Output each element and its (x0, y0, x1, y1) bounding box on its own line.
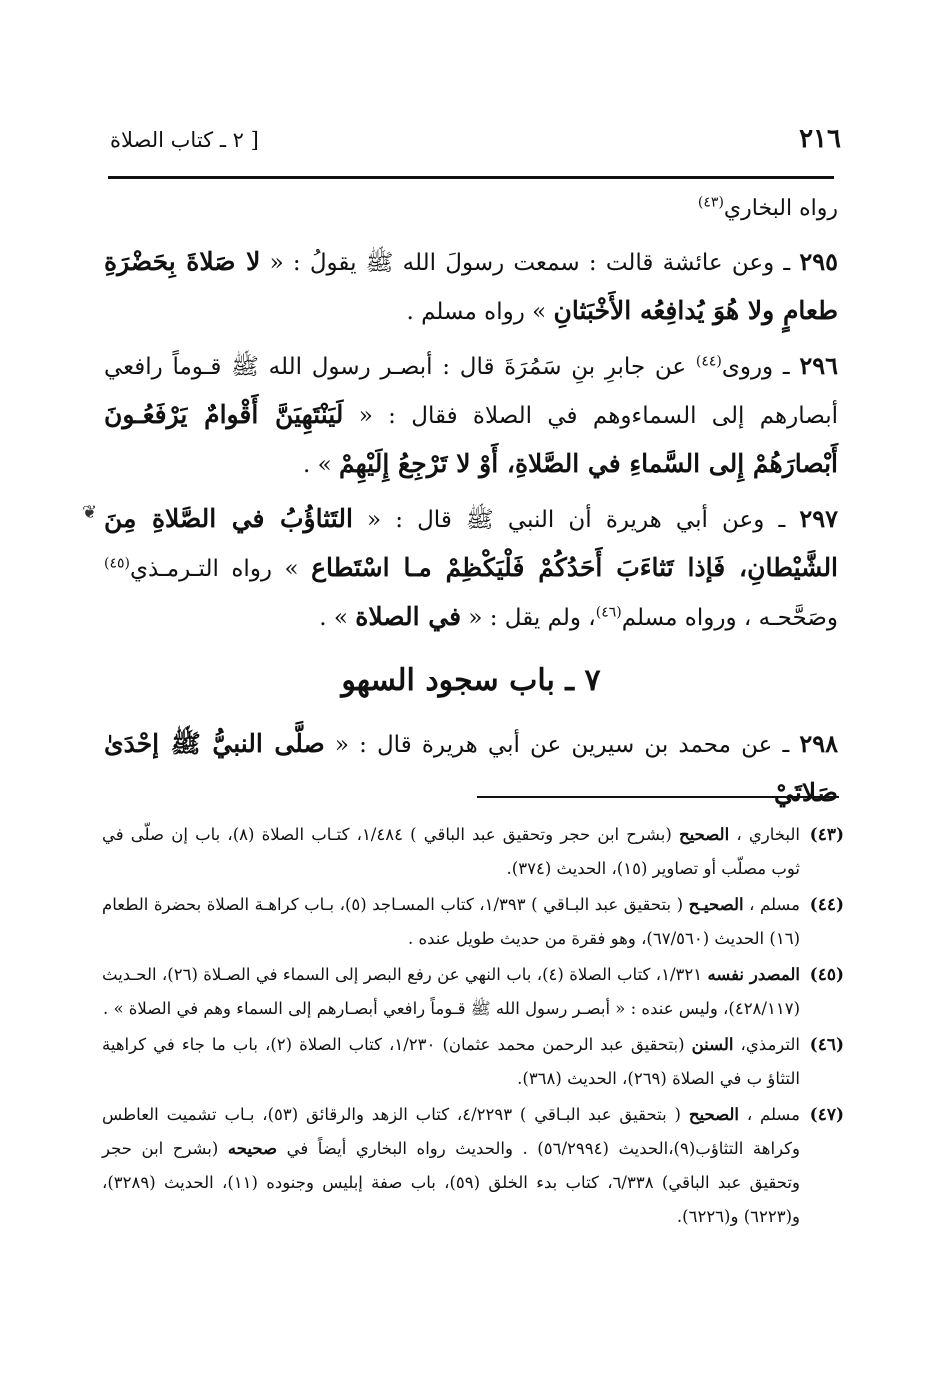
hadith-quote: لَيَنْتَهِيَنَّ أَقْوامٌ يَرْفَعُـونَ أَبْصارَهُمْ إِلى السَّماءِ في الصَّلاةِ، أَوْ لا تَرْجِعُ إِلَيْهِمْ (104, 400, 838, 478)
hadith-298: ٢٩٨ ـ عن محمد بن سيرين عن أبي هريرة قال : « صلَّى النبيُّ ﷺ إحْدَىٰ صَلاتَيْ (104, 729, 839, 807)
footnote-number: (٤٥) (809, 965, 844, 985)
footnote-44 (102, 888, 844, 956)
hadith-number: ٢٩٥ (799, 247, 839, 276)
main-text (104, 186, 838, 818)
page-number: ٢١٦ (799, 124, 841, 154)
hadith-297: ٢٩٧ ـ وعن أبي هريرة أن النبي ﷺ قال : « التَثاؤُبُ في الصَّلاةِ مِنَ الشَّيْطانِ، فَإذا تَثاءَبَ أَحَدُكُمْ فَلْيَكْظِمْ مـا اسْتَطاع » رواه التـرمـذي$^{(٤٥)}$ وصَحَّحـه ، ورواه مسلم$^{(٤٦)}$، ولم يقل : « في الصلاة » . (104, 504, 839, 631)
footnote-ref: (٤٦) (595, 604, 622, 621)
footnote-text: مسلم ، الصحيـح ( بتحقيق عبد البـاقي ) ١/٣٩٣، كتاب المسـاجد (٥)، بـاب كراهـة الصلاة بحضرة الطعام (١٦) الحديث (٦٧/٥٦٠)، وهو فقرة من حديث طويل عنده . (102, 895, 800, 948)
footnote-text: مسلم ، الصحيح ( بتحقيق عبد البـاقي ) ٤/٢٢٩٣، كتاب الزهد والرقائق (٥٣)، بـاب تشميت العاطس وكراهة التثاؤب(٩)،الحديث (٥٦/٢٩٩٤) . والحديث رواه البخاري أيضاً في صحيحه (بشرح ابن حجر وتحقيق عبد الباقي) ٦/٣٣٨، كتاب بدء الخلق (٥٩)، باب صفة إبليس وجنوده (١١)، الحديث (٣٢٨٩)، و(٦٢٢٣) و(٦٢٢٦). (102, 1105, 800, 1226)
footnote-number: (٤٣) (809, 825, 844, 845)
hadith-quote: لا صَلاةَ بِحَضْرَةِ طعامٍ ولا هُوَ يُدافِعُه الأَخْبَثانِ (104, 247, 838, 325)
footnote-rule (477, 796, 839, 798)
footnote-text: البخاري ، الصحيح (بشرح ابن حجر وتحقيق عبد الباقي ) ١/٤٨٤، كتـاب الصلاة (٨)، باب إن صلّى في ثوب مصلّب أو تصاوير (١٥)، الحديث (٣٧٤). (102, 825, 800, 878)
footnote-46 (102, 1028, 844, 1096)
hadith-296: ٢٩٦ ـ وروى$^{(٤٤)}$ عن جابرِ بنِ سَمُرَةَ قال : أبصـر رسول الله ﷺ قـوماً رافعي أبصارهم إلى السماءوهم في الصلاة فقال : « لَيَنْتَهِيَنَّ أَقْوامٌ يَرْفَعُـونَ أَبْصارَهُمْ إِلى السَّماءِ في الصَّلاةِ، أَوْ لا تَرْجِعُ إِلَيْهِمْ » . (104, 351, 839, 478)
footnote-45 (102, 958, 844, 1026)
footnote-text: المصدر نفسه ١/٣٢١، كتاب الصلاة (٤)، باب النهي عن رفع البصر إلى السماء في الصـلاة (٢٦)، الحـديث (٤٢٨/١١٧)، وليس عنده : « أبصـر رسول الله ﷺ قـوماً رافعي أبصـارهم إلى السماء وهم في الصلاة » . (102, 965, 800, 1018)
header-rule (108, 176, 834, 179)
footnote-ref: (٤٥) (104, 555, 130, 572)
footnote-text: الترمذي، السنن (بتحقيق عبد الرحمن محمد عثمان) ١/٢٣٠، كتاب الصلاة (٢)، باب ما جاء في كراهية التثاؤ ب في الصلاة (٢٦٩)، الحديث (٣٦٨). (102, 1035, 800, 1088)
footnote-47 (102, 1098, 844, 1234)
running-header-chapter: [ ٢ ـ كتاب الصلاة (110, 128, 259, 152)
margin-flower-icon: ❦ (82, 502, 98, 523)
footnote-ref: (٤٣) (697, 194, 724, 211)
intro-line: رواه البخاري$^{(٤٣)}$ (697, 194, 838, 221)
hadith-295: ٢٩٥ ـ وعن عائشة قالت : سمعت رسولَ الله ﷺ يقولُ : « لا صَلاةَ بِحَضْرَةِ طعامٍ ولا هُوَ يُدافِعُه الأَخْبَثانِ » رواه مسلم . (104, 247, 839, 325)
footnote-ref: (٤٤) (695, 353, 722, 370)
footnote-number: (٤٦) (809, 1035, 844, 1055)
hadith-quote: في الصلاة (355, 602, 462, 631)
hadith-number: ٢٩٨ (799, 729, 839, 758)
section-heading: ٧ ـ باب سجود السهو (341, 663, 601, 698)
footnotes (102, 818, 844, 1236)
hadith-quote: صلَّى النبيُّ ﷺ إحْدَىٰ صَلاتَيْ (104, 729, 838, 807)
hadith-number: ٢٩٧ (799, 504, 838, 533)
hadith-number: ٢٩٦ (799, 351, 839, 380)
footnote-43 (102, 818, 844, 886)
hadith-quote: التَثاؤُبُ في الصَّلاةِ مِنَ الشَّيْطانِ، فَإذا تَثاءَبَ أَحَدُكُمْ فَلْيَكْظِمْ مـا اسْتَطاع (104, 504, 839, 582)
footnote-number: (٤٤) (809, 895, 844, 915)
footnote-number: (٤٧) (809, 1105, 844, 1125)
